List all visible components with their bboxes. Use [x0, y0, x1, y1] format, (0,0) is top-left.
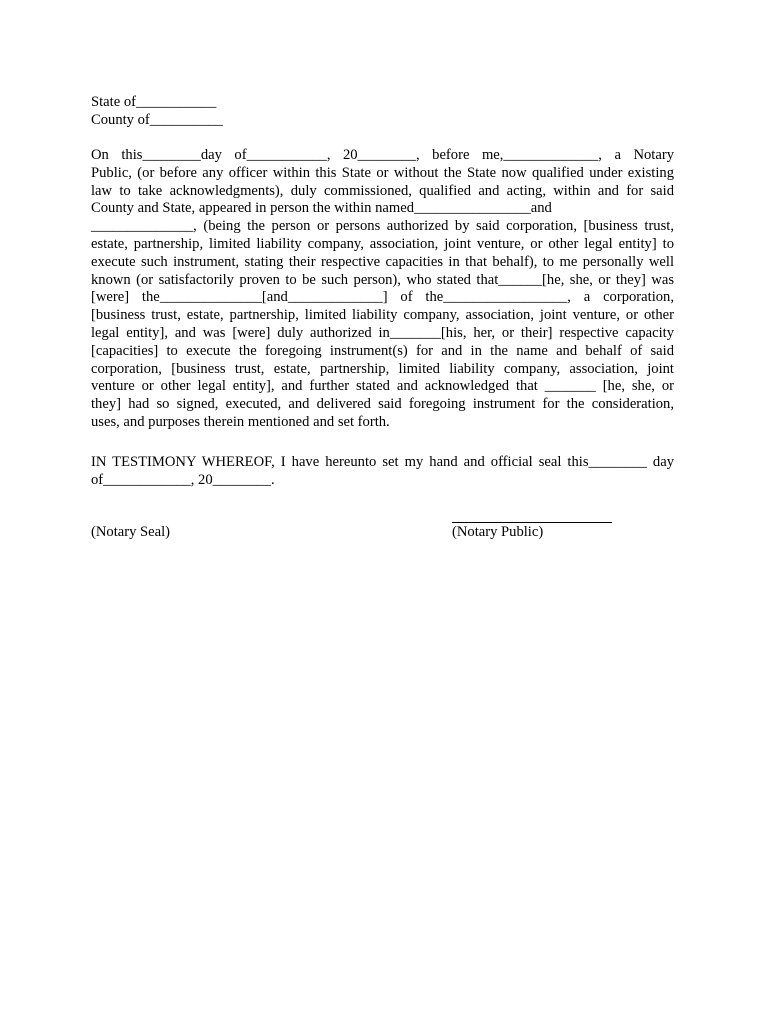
- notary-seal-label: (Notary Seal): [91, 524, 171, 540]
- county-line: County of__________: [91, 112, 223, 128]
- testimony-line: IN TESTIMONY WHEREOF, I have hereunto set my hand and official seal this________ day: [91, 454, 674, 470]
- paragraph-line: On this________day of___________, 20________, before me,_____________, a Notary: [91, 147, 674, 163]
- state-line: State of___________: [91, 94, 217, 110]
- paragraph-line: [capacities] to execute the foregoing instrument(s) for and in the name and behalf of said: [91, 342, 674, 359]
- paragraph-line: legal entity], and was [were] duly authorized in_______[his, her, or their] respective capacity: [91, 324, 674, 341]
- paragraph-line: [were] the______________[and_____________] of the_________________, a corporation,: [91, 289, 674, 306]
- paragraph-line: uses, and purposes therein mentioned and set forth.: [91, 413, 390, 430]
- paragraph-line: they] had so signed, executed, and delivered said foregoing instrument for the consideration,: [91, 396, 674, 413]
- paragraph-line: ______________, (being the person or persons authorized by said corporation, [business trust,: [91, 218, 674, 235]
- paragraph-line: venture or other legal entity], and further stated and acknowledged that _______ [he, she, or: [91, 378, 674, 395]
- paragraph-line: estate, partnership, limited liability company, association, joint venture, or other legal entity] to: [91, 235, 674, 252]
- testimony-line: of____________, 20________.: [91, 472, 275, 488]
- acknowledgment-paragraph: [91, 147, 681, 432]
- notary-signature-block: [452, 505, 612, 541]
- notary-public-label: (Notary Public): [452, 524, 544, 540]
- paragraph-line: Public, (or before any officer within this State or without the State now qualified under existing: [91, 164, 674, 181]
- venue-header: [91, 93, 223, 129]
- paragraph-line: law to take acknowledgments), duly commissioned, qualified and acting, within and for said: [91, 182, 674, 199]
- paragraph-line: known (or satisfactorily proven to be such person), who stated that______[he, she, or they] was: [91, 271, 674, 288]
- paragraph-line: [business trust, estate, partnership, limited liability company, association, joint venture, or other: [91, 307, 674, 324]
- paragraph-line: County and State, appeared in person the within named________________and: [91, 200, 552, 217]
- paragraph-line: corporation, [business trust, estate, partnership, limited liability company, association, joint: [91, 360, 674, 377]
- testimony-clause: [91, 453, 674, 489]
- paragraph-line: execute such instrument, stating their respective capacities in that behalf), to me personally well: [91, 253, 674, 270]
